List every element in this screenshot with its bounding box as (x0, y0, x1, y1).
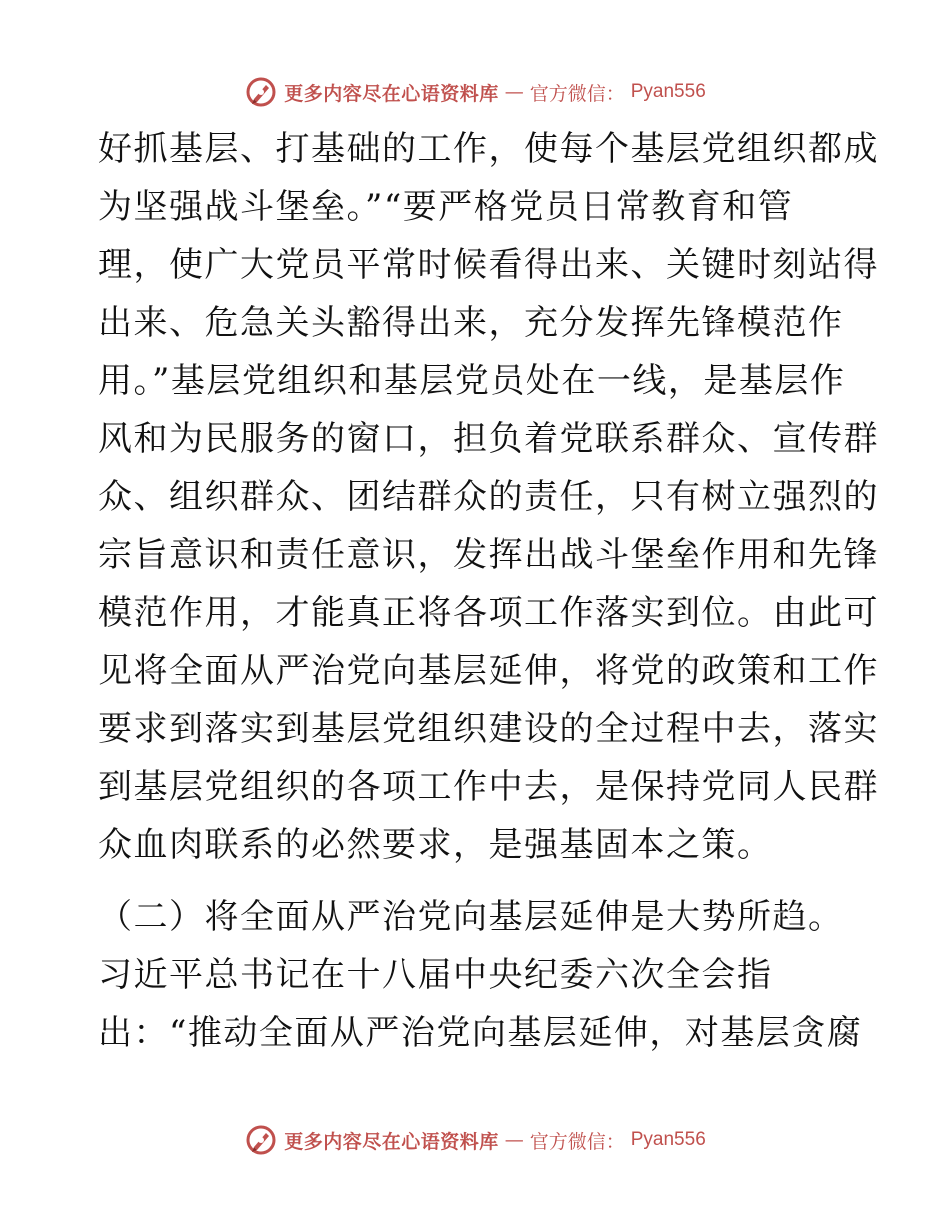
body-line-16: 出：“推动全面从严治党向基层延伸，对基层贪腐 (98, 1013, 863, 1053)
footer-banner (0, 1120, 950, 1160)
body-line-12: 到基层党组织的各项工作中去，是保持党同人民群 (98, 767, 879, 807)
body-line-5: 用。”基层党组织和基层党员处在一线，是基层作 (98, 361, 846, 401)
header-wechat-label: 官方微信： (529, 82, 625, 105)
body-line-6: 风和为民服务的窗口，担负着党联系群众、宣传群 (98, 419, 879, 459)
header-separator: — (504, 81, 524, 103)
body-line-10: 见将全面从严治党向基层延伸，将党的政策和工作 (98, 651, 879, 691)
body-line-8: 宗旨意识和责任意识，发挥出战斗堡垒作用和先锋 (98, 535, 879, 575)
body-line-15: 习近平总书记在十八届中央纪委六次全会指 (98, 955, 773, 995)
footer-wechat-id: Pyan556 (630, 1129, 706, 1150)
body-line-13: 众血肉联系的必然要求，是强基固本之策。 (98, 825, 773, 865)
section-heading: （二）将全面从严治党向基层延伸是大势所趋。 (98, 897, 844, 937)
footer-site-text: 更多内容尽在心语资料库 (284, 1130, 499, 1153)
body-line-2: 为坚强战斗堡垒。”“要严格党员日常教育和管 (98, 187, 794, 227)
body-line-1: 好抓基层、打基础的工作，使每个基层党组织都成 (98, 129, 879, 169)
pen-nib-logo-icon (244, 75, 278, 109)
pen-nib-logo-icon (244, 1123, 278, 1157)
document-body (98, 120, 879, 1062)
header-banner (0, 72, 950, 112)
body-line-11: 要求到落实到基层党组织建设的全过程中去，落实 (98, 709, 879, 749)
body-line-4: 出来、危急关头豁得出来，充分发挥先锋模范作 (98, 303, 844, 343)
body-line-3: 理，使广大党员平常时候看得出来、关键时刻站得 (98, 245, 879, 285)
header-wechat-id: Pyan556 (630, 81, 706, 102)
footer-wechat-label: 官方微信： (529, 1130, 625, 1153)
body-line-9: 模范作用，才能真正将各项工作落实到位。由此可 (98, 593, 879, 633)
header-site-text: 更多内容尽在心语资料库 (284, 82, 499, 105)
footer-separator: — (504, 1129, 524, 1151)
body-line-7: 众、组织群众、团结群众的责任，只有树立强烈的 (98, 477, 879, 517)
